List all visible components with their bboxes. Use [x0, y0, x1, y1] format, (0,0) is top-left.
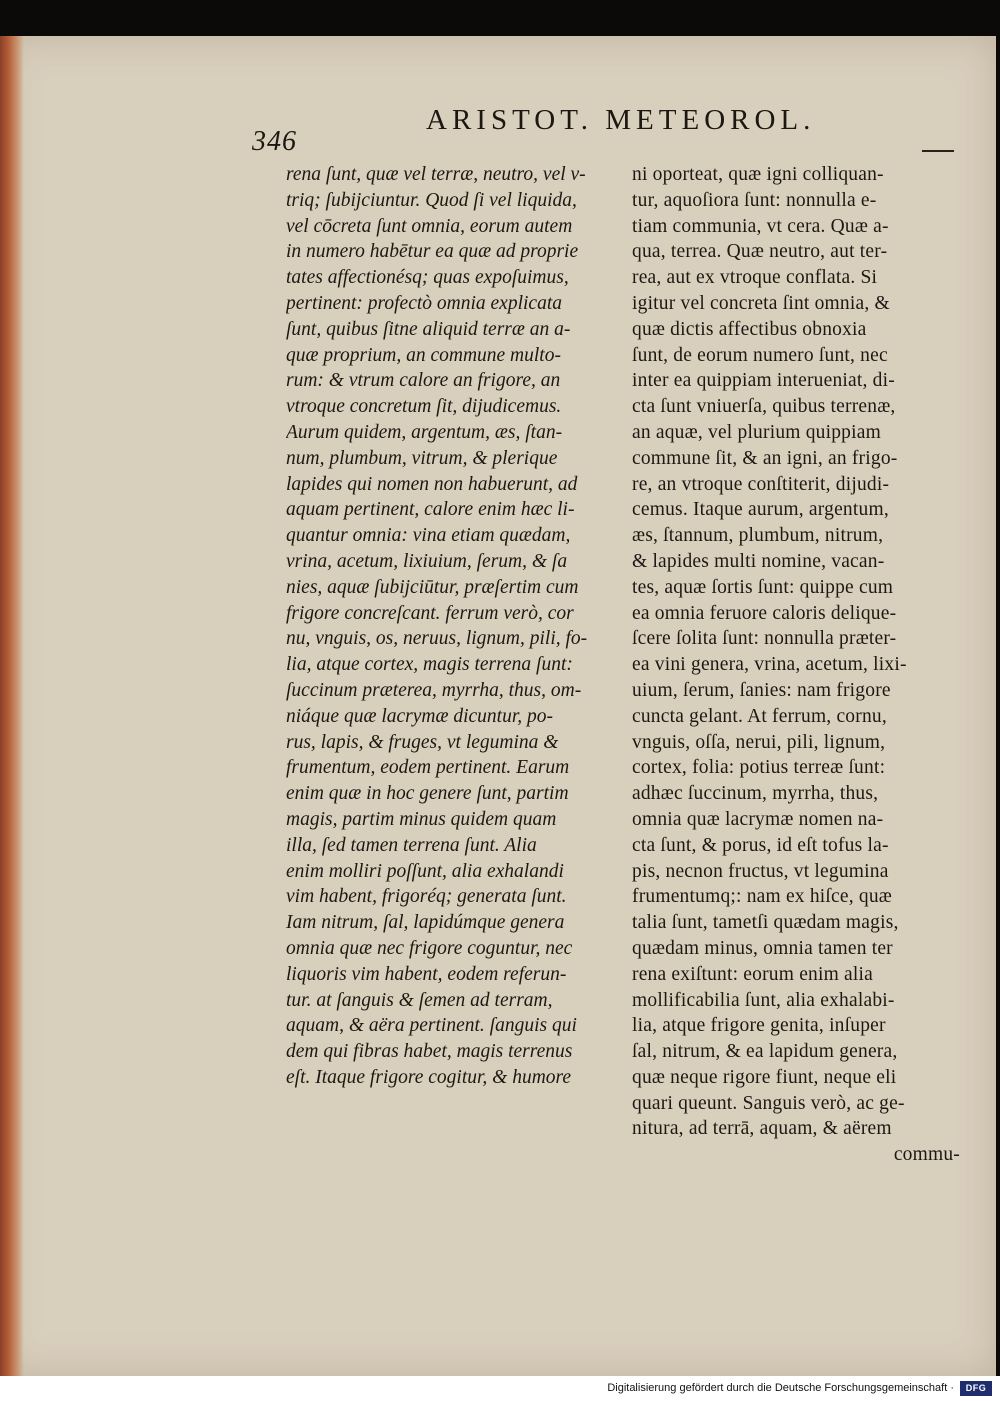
- text-line: pertinent: profectò omnia explicata: [286, 292, 562, 314]
- text-line: rena exiſtunt: eorum enim alia: [632, 963, 873, 985]
- text-line: nitura, ad terrā, aquam, & aërem: [632, 1118, 892, 1140]
- text-line: quæ dictis affectibus obnoxia: [632, 318, 867, 340]
- page-gutter-edge: [0, 36, 24, 1376]
- text-line: nu, vnguis, os, neruus, lignum, pili, fo-: [286, 628, 588, 650]
- text-line: rea, aut ex vtroque conflata. Si: [632, 267, 878, 289]
- text-line: talia ſunt, tametſi quædam magis,: [632, 912, 899, 934]
- text-line: enim quæ in hoc genere ſunt, partim: [286, 783, 569, 805]
- text-line: frumentum, eodem pertinent. Earum: [286, 757, 570, 779]
- text-line: illa, ſed tamen terrena ſunt. Alia: [286, 834, 537, 856]
- text-line: & lapides multi nomine, vacan-: [632, 550, 885, 572]
- text-line: ſunt, de eorum numero ſunt, nec: [632, 344, 888, 366]
- text-line: nies, aquæ ſubijciūtur, præſertim cum: [286, 576, 579, 598]
- text-line: commune ſit, & an igni, an frigo-: [632, 447, 898, 469]
- text-line: inter ea quippiam interueniat, di-: [632, 370, 895, 392]
- text-line: rus, lapis, & fruges, vt legumina &: [286, 731, 559, 753]
- text-line: commu-: [893, 1144, 960, 1166]
- text-line: qua, terrea. Quæ neutro, aut ter-: [632, 241, 888, 263]
- text-line: lapides qui nomen non habuerunt, ad: [286, 473, 578, 495]
- page-header: [252, 104, 972, 157]
- digitization-footer: [0, 1376, 1000, 1402]
- text-line: aquam, & aëra pertinent. ſanguis qui: [286, 1015, 577, 1037]
- text-line: quantur omnia: vina etiam quædam,: [286, 525, 571, 547]
- text-line: tates affectionésq; quas expoſuimus,: [286, 267, 569, 289]
- funding-credit: Digitalisierung gefördert durch die Deutsche Forschungsgemeinschaft ·: [607, 1382, 954, 1394]
- text-line: magis, partim minus quidem quam: [286, 808, 557, 830]
- latin-column-left: [286, 162, 630, 1091]
- text-line: tur, aquoſiora ſunt: nonnulla e-: [632, 189, 877, 211]
- text-line: mollificabilia ſunt, alia exhalabi-: [632, 989, 895, 1011]
- text-line: cta ſunt vniuerſa, quibus terrenæ,: [632, 396, 896, 418]
- text-line: omnia quæ lacrymæ nomen na-: [632, 808, 884, 830]
- text-line: triq; ſubijciuntur. Quod ſi vel liquida,: [286, 189, 577, 211]
- text-line: Aurum quidem, argentum, æs, ſtan-: [286, 421, 563, 443]
- text-line: adhæc ſuccinum, myrrha, thus,: [632, 783, 879, 805]
- text-line: ea vini genera, vrina, acetum, lixi-: [632, 654, 907, 676]
- text-line: cemus. Itaque aurum, argentum,: [632, 499, 889, 521]
- text-line: ni oporteat, quæ igni colliquan-: [632, 164, 884, 185]
- text-line: quari queunt. Sanguis verò, ac ge-: [632, 1092, 905, 1114]
- text-line: vel cōcreta ſunt omnia, eorum autem: [286, 215, 573, 237]
- latin-column-right: [632, 162, 966, 1168]
- text-line: cuncta gelant. At ferrum, cornu,: [632, 705, 887, 727]
- text-line: enim molliri poſſunt, alia exhalandi: [286, 860, 564, 882]
- text-line: liquoris vim habent, eodem referun-: [286, 963, 567, 985]
- text-line: lia, atque cortex, magis terrena ſunt:: [286, 654, 573, 676]
- text-line: quædam minus, omnia tamen ter: [632, 937, 893, 959]
- text-line: æs, ſtannum, plumbum, nitrum,: [632, 525, 884, 547]
- text-line: pis, necnon fructus, vt legumina: [632, 860, 889, 882]
- text-line: vim habent, frigoréq; generata ſunt.: [286, 886, 567, 908]
- text-line: tiam communia, vt cera. Quæ a-: [632, 215, 889, 237]
- text-line: ſunt, quibus ſitne aliquid terræ an a-: [286, 318, 571, 340]
- text-line: eſt. Itaque frigore cogitur, & humore: [286, 1066, 572, 1088]
- text-line: quæ proprium, an commune multo-: [286, 344, 561, 366]
- text-line: rena ſunt, quæ vel terræ, neutro, vel v-: [286, 164, 586, 185]
- text-line: igitur vel concreta ſint omnia, &: [632, 292, 890, 314]
- text-line: in numero habētur ea quæ ad proprie: [286, 241, 579, 263]
- text-line: aquam pertinent, calore enim hæc li-: [286, 499, 575, 521]
- header-rule: [922, 150, 954, 152]
- text-line: tur. at ſanguis & ſemen ad terram,: [286, 989, 553, 1011]
- text-line: lia, atque frigore genita, inſuper: [632, 1015, 886, 1037]
- text-line: Iam nitrum, ſal, lapidúmque genera: [286, 912, 565, 934]
- running-title: ARISTOT. METEOROL.: [426, 104, 816, 136]
- text-line: cta ſunt, & porus, id eſt tofus la-: [632, 834, 889, 856]
- text-line: tes, aquæ ſortis ſunt: quippe cum: [632, 576, 894, 598]
- scan-top-border: [0, 0, 1000, 36]
- text-line: vtroque concretum ſit, dijudicemus.: [286, 396, 562, 418]
- text-line: rum: & vtrum calore an frigore, an: [286, 370, 561, 392]
- text-line: ea omnia feruore caloris delique-: [632, 602, 897, 624]
- text-line: dem qui fibras habet, magis terrenus: [286, 1041, 573, 1063]
- text-line: quæ neque rigore fiunt, neque eli: [632, 1066, 897, 1088]
- text-line: vrina, acetum, lixiuium, ſerum, & ſa: [286, 550, 568, 572]
- text-line: niáque quæ lacrymæ dicuntur, po-: [286, 705, 554, 727]
- page-number: 346: [252, 126, 297, 157]
- text-line: ſcere ſolita ſunt: nonnulla præter-: [632, 628, 897, 650]
- text-line: frumentumq;: nam ex hiſce, quæ: [632, 886, 892, 908]
- text-line: uium, ſerum, ſanies: nam frigore: [632, 679, 891, 701]
- text-line: ſuccinum præterea, myrrha, thus, om-: [286, 679, 582, 701]
- text-line: omnia quæ nec frigore coguntur, nec: [286, 937, 573, 959]
- text-line: re, an vtroque conſtiterit, dijudi-: [632, 473, 890, 495]
- text-line: num, plumbum, vitrum, & plerique: [286, 447, 558, 469]
- text-line: vnguis, oſſa, nerui, pili, lignum,: [632, 731, 886, 753]
- dfg-logo: DFG: [960, 1381, 992, 1396]
- text-line: cortex, folia: potius terreæ ſunt:: [632, 757, 886, 779]
- text-line: ſal, nitrum, & ea lapidum genera,: [632, 1041, 898, 1063]
- text-line: frigore concreſcant. ferrum verò, cor: [286, 602, 574, 624]
- text-line: an aquæ, vel plurium quippiam: [632, 421, 881, 443]
